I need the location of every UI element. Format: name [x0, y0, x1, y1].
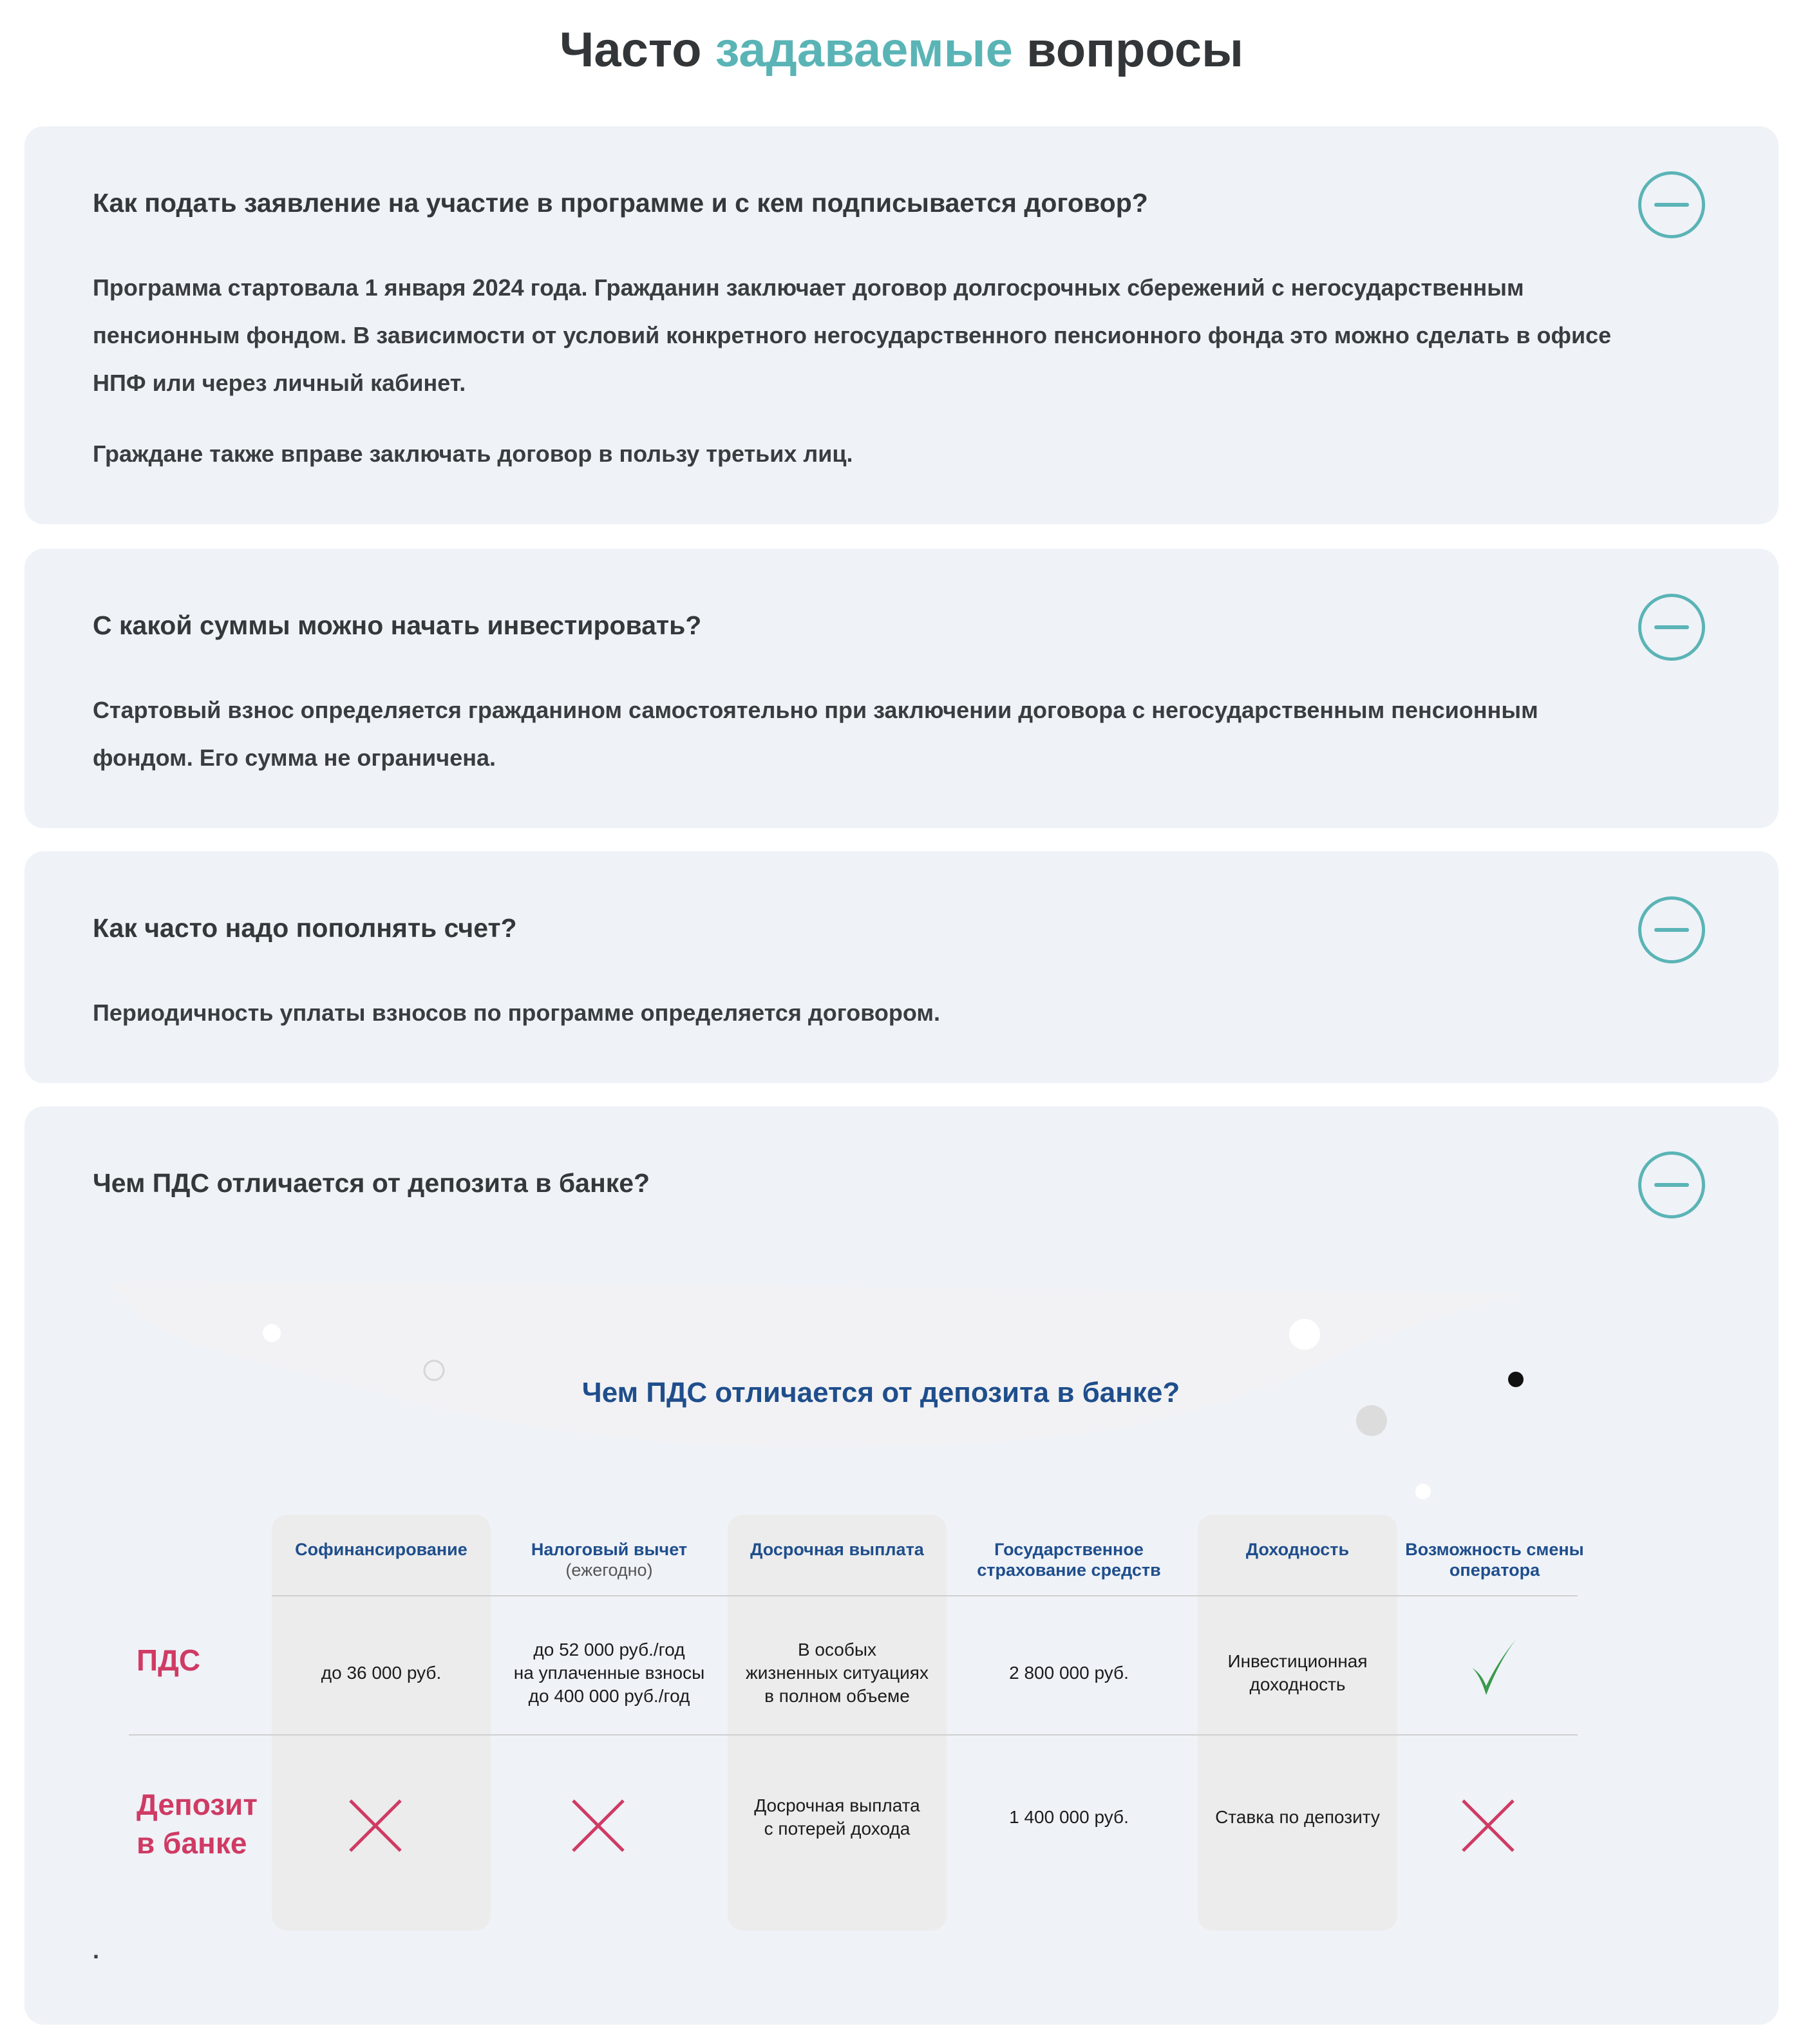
faq-item-3 [24, 851, 1779, 1083]
trailing-dot: . [93, 1937, 100, 1964]
column-bg [272, 1515, 491, 1931]
column-header: Государственное страхование средств [977, 1540, 1161, 1580]
faq-item-4 [24, 1106, 1779, 2025]
column-header: Возможность смены оператора [1405, 1540, 1584, 1580]
check-icon [1467, 1636, 1518, 1700]
background-blob [111, 1280, 1525, 1448]
title-accent: задаваемые [715, 23, 1013, 77]
answer-paragraph: Периодичность уплаты взносов по программе определяется договором. [93, 999, 941, 1026]
decor-dot [1415, 1484, 1431, 1499]
page-title [0, 22, 1803, 78]
cell-early-pds: В особых жизненных ситуациях в полном объеме [746, 1640, 929, 1706]
cross-icon [1459, 1797, 1517, 1855]
faq-question-4[interactable]: Чем ПДС отличается от депозита в банке? [93, 1168, 650, 1198]
column-header: Налоговый вычет (ежегодно) [531, 1540, 688, 1580]
cell-insurance-deposit: 1 400 000 руб. [1009, 1807, 1129, 1827]
answer-paragraph: Стартовый взнос определяется гражданином самостоятельно при заключении договора с негосударственным пенсионным фондом. Его сумма не ограничена. [93, 697, 1538, 771]
comparison-title: Чем ПДС отличается от депозита в банке? [581, 1377, 1180, 1408]
faq-answer-2 [93, 686, 1625, 782]
faq-question-1[interactable]: Как подать заявление на участие в программе и с кем подписывается договор? [93, 188, 1148, 218]
column-bg [1198, 1515, 1397, 1931]
column-header: Софинансирование [295, 1540, 467, 1559]
column-header: Досрочная выплата [750, 1540, 924, 1559]
row-label-pds: ПДС [137, 1643, 201, 1677]
faq-item-1 [24, 126, 1779, 524]
decor-dot [1508, 1372, 1524, 1387]
decor-dot [1356, 1405, 1387, 1436]
collapse-icon[interactable] [1638, 171, 1705, 238]
cell-cofinancing-pds: до 36 000 руб. [321, 1663, 442, 1683]
cell-yield-deposit: Ставка по депозиту [1215, 1807, 1380, 1827]
collapse-icon[interactable] [1638, 896, 1705, 963]
cell-yield-pds: Инвестиционная доходность [1227, 1651, 1368, 1694]
comparison-infographic [24, 1106, 1779, 2025]
faq-answer-1 [93, 264, 1625, 478]
cell-early-deposit: Досрочная выплата с потерей дохода [754, 1795, 920, 1839]
title-part2: вопросы [1026, 23, 1244, 77]
faq-answer-3 [93, 989, 1625, 1037]
faq-question-2[interactable]: С какой суммы можно начать инвестировать? [93, 610, 702, 640]
cell-insurance-pds: 2 800 000 руб. [1009, 1663, 1129, 1683]
answer-paragraph: Программа стартовала 1 января 2024 года. Гражданин заключает договор долгосрочных сбережений с негосударственным пенсионным фондом. В зависимости от условий конкретного негосударственного пенсионного фонда это можно сделать в офисе НПФ или через личный кабинет. [93, 274, 1612, 396]
cross-icon [346, 1797, 404, 1855]
column-header: Доходность [1245, 1540, 1350, 1559]
collapse-icon[interactable] [1638, 594, 1705, 661]
faq-question-3[interactable]: Как часто надо пополнять счет? [93, 913, 517, 943]
decor-dot [263, 1324, 281, 1342]
faq-item-2 [24, 549, 1779, 828]
answer-paragraph: Граждане также вправе заключать договор в пользу третьих лиц. [93, 440, 853, 467]
column-bg [728, 1515, 947, 1931]
cell-tax-pds: до 52 000 руб./год на уплаченные взносы до 400 000 руб./год [513, 1640, 705, 1706]
row-label-deposit: Депозит в банке [137, 1788, 258, 1860]
cross-icon [569, 1797, 627, 1855]
title-part1: Часто [559, 23, 702, 77]
decor-dot [1289, 1319, 1320, 1350]
